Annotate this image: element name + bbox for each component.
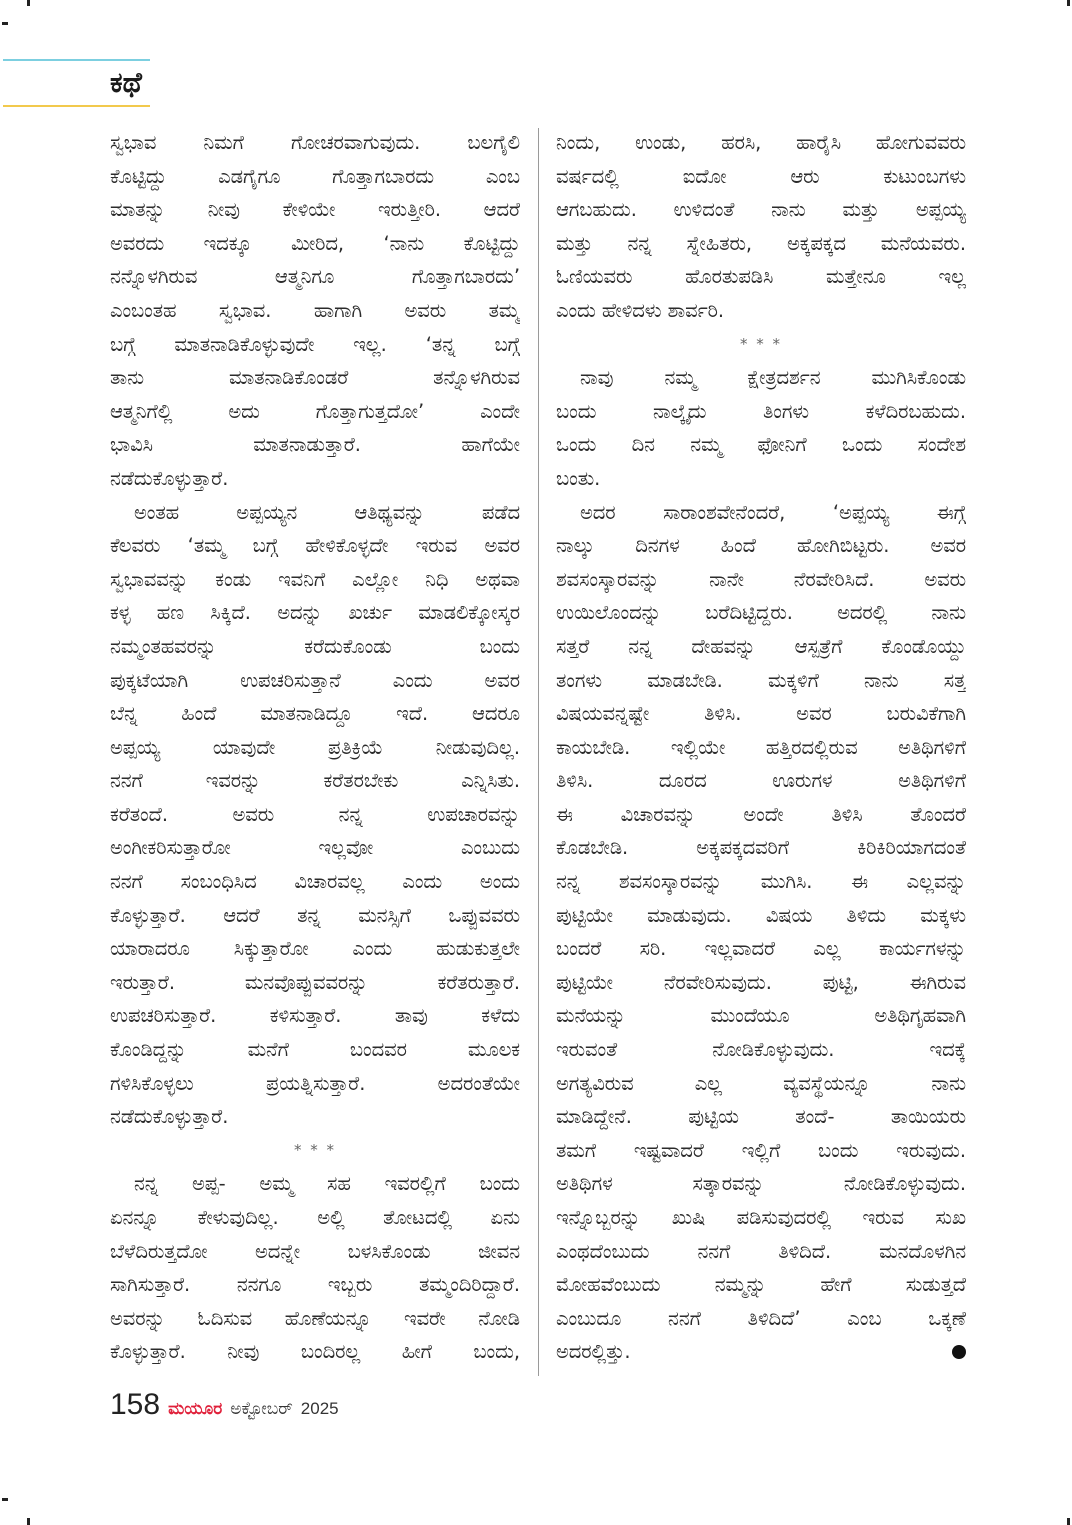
- text-line: ಕೊಂಡಿದ್ದನ್ನು ಮನೆಗೆ ಬಂದವರ ಮೂಲಕ: [110, 1038, 520, 1062]
- crop-mark-top-right-vertical: [1067, 0, 1070, 6]
- text-line: ಬಂತು.: [556, 466, 601, 490]
- crop-mark-top-left-vertical: [27, 0, 30, 6]
- text-line: ಎಂದು ಹೇಳಿದಳು ಶಾರ್ವರಿ.: [556, 298, 725, 322]
- section-label: ಕಥೆ: [110, 66, 142, 99]
- text-line: ಪುಕ್ಕಟೆಯಾಗಿ ಉಪಚರಿಸುತ್ತಾನೆ ಎಂದು ಅವರ: [110, 668, 520, 692]
- text-line: ಒಂದು ದಿನ ನಮ್ಮ ಫೋನಿಗೆ ಒಂದು ಸಂದೇಶ: [556, 433, 966, 457]
- text-line: ಎಂಥದೆಂಬುದು ನನಗೆ ತಿಳಿದಿದೆ. ಮನದೊಳಗಿನ: [556, 1239, 966, 1263]
- text-line: ಅಂಗೀಕರಿಸುತ್ತಾರೋ ಇಲ್ಲವೋ ಎಂಬುದು: [110, 836, 520, 860]
- text-line: ಕೆಲವರು ‘ತಮ್ಮ ಬಗ್ಗೆ ಹೇಳಿಕೊಳ್ಳದೇ ಇರುವ ಅವರ: [110, 534, 520, 558]
- text-line: ಸಾಗಿಸುತ್ತಾರೆ. ನನಗೂ ಇಬ್ಬರು ತಮ್ಮಂದಿರಿದ್ದಾರೆ.: [110, 1273, 520, 1297]
- section-break-stars: * * *: [739, 334, 783, 353]
- article-column-right: [556, 126, 966, 1369]
- page-footer: [110, 1388, 339, 1428]
- crop-mark-bottom-left-vertical: [27, 1518, 30, 1525]
- text-line: ಮನೆಯನ್ನು ಮುಂದೆಯೂ ಅತಿಥಿಗೃಹವಾಗಿ: [556, 1004, 966, 1028]
- text-line: ತಮಗೆ ಇಷ್ಟವಾದರೆ ಇಲ್ಲಿಗೆ ಬಂದು ಇರುವುದು.: [556, 1138, 966, 1162]
- text-line: ಅಂತಹ ಅಪ್ಪಯ್ಯನ ಆತಿಥ್ಯವನ್ನು ಪಡೆದ: [134, 500, 520, 524]
- section-rule-bottom: [3, 105, 150, 107]
- text-line: ಕಳ್ಳ ಹಣ ಸಿಕ್ಕಿದೆ. ಅದನ್ನು ಖರ್ಚು ಮಾಡಲಿಕ್ಕೋಸ್ಕರ: [110, 601, 520, 625]
- text-line: ನನಗೆ ಇವರನ್ನು ಕರೆತರಬೇಕು ಎನ್ನಿಸಿತು.: [110, 769, 520, 793]
- crop-mark-bottom-left-horizontal: [2, 1498, 8, 1501]
- text-line: ಅತಿಥಿಗಳ ಸತ್ಕಾರವನ್ನು ನೋಡಿಕೊಳ್ಳುವುದು.: [556, 1172, 966, 1196]
- text-line: ಇನ್ನೊಬ್ಬರನ್ನು ಖುಷಿ ಪಡಿಸುವುದರಲ್ಲಿ ಇರುವ ಸುಖ: [556, 1206, 966, 1229]
- text-line: ನಾವು ನಮ್ಮ ಕ್ಷೇತ್ರದರ್ಶನ ಮುಗಿಸಿಕೊಂಡು: [580, 366, 966, 390]
- text-line: ಉಪಚರಿಸುತ್ತಾರೆ. ಕಳಿಸುತ್ತಾರೆ. ತಾವು ಕಳೆದು: [110, 1004, 520, 1028]
- text-line: ತಾನು ಮಾತನಾಡಿಕೊಂಡರೆ ತನ್ನೊಳಗಿರುವ: [110, 366, 520, 390]
- column-divider: [538, 128, 539, 1376]
- text-line: ಬಂದು ನಾಲ್ಕೈದು ತಿಂಗಳು ಕಳೆದಿರಬಹುದು.: [556, 399, 966, 423]
- text-line: ಶವಸಂಸ್ಕಾರವನ್ನು ನಾನೇ ನೆರವೇರಿಸಿದೆ. ಅವರು: [556, 567, 966, 591]
- text-line: ನನಗೆ ಸಂಬಂಧಿಸಿದ ವಿಚಾರವಲ್ಲ ಎಂದು ಅಂದು: [110, 870, 520, 894]
- text-line: ಅವರದು ಇದಕ್ಕೂ ಮೀರಿದ, ‘ನಾನು ಕೊಟ್ಟಿದ್ದು: [110, 231, 520, 255]
- text-line: ಬಂದರೆ ಸರಿ. ಇಲ್ಲವಾದರೆ ಎಲ್ಲ ಕಾರ್ಯಗಳನ್ನು: [556, 937, 966, 961]
- text-line: ಕರೆತಂದೆ. ಅವರು ನನ್ನ ಉಪಚಾರವನ್ನು: [110, 802, 520, 826]
- text-line: ಕೊಳ್ಳುತ್ತಾರೆ. ನೀವು ಬಂದಿರಲ್ಲ ಹೀಗೆ ಬಂದು,: [110, 1340, 520, 1364]
- text-line: ಸ್ವಭಾವವನ್ನು ಕಂಡು ಇವನಿಗೆ ಎಲ್ಲೋ ನಿಧಿ ಅಥವಾ: [110, 567, 520, 591]
- text-line: ಗಳಿಸಿಕೊಳ್ಳಲು ಪ್ರಯತ್ನಿಸುತ್ತಾರೆ. ಅದರಂತೆಯೇ: [110, 1071, 520, 1095]
- section-break-stars: * * *: [293, 1140, 337, 1159]
- issue-year: 2025: [300, 1399, 339, 1418]
- article-column-left: [110, 126, 520, 1369]
- text-line: ಏನನ್ನೂ ಕೇಳುವುದಿಲ್ಲ. ಅಲ್ಲಿ ತೋಟದಲ್ಲಿ ಏನು: [110, 1206, 520, 1229]
- text-line: ಮಾಡಿದ್ದೇನೆ. ಪುಟ್ಟಿಯ ತಂದೆ- ತಾಯಿಯರು: [556, 1105, 966, 1129]
- text-line: ಬೆನ್ನ ಹಿಂದೆ ಮಾತನಾಡಿದ್ದೂ ಇದೆ. ಆದರೂ: [110, 702, 520, 726]
- text-line: ನಮ್ಮಂತಹವರನ್ನು ಕರೆದುಕೊಂಡು ಬಂದು: [110, 634, 520, 658]
- text-line: ಅಪ್ಪಯ್ಯ ಯಾವುದೇ ಪ್ರತಿಕ್ರಿಯೆ ನೀಡುವುದಿಲ್ಲ.: [110, 735, 520, 759]
- text-line: ನನ್ನ ಅಪ್ಪ- ಅಮ್ಮ ಸಹ ಇವರಲ್ಲಿಗೆ ಬಂದು: [134, 1172, 520, 1196]
- section-rule-top: [3, 59, 150, 61]
- text-line: ಆತ್ಮನಿಗೆಲ್ಲಿ ಅದು ಗೊತ್ತಾಗುತ್ತದೋ’ ಎಂದೇ: [110, 399, 520, 423]
- text-line: ನಿಂದು, ಉಂಡು, ಹರಸಿ, ಹಾರೈಸಿ ಹೋಗುವವರು: [556, 131, 966, 154]
- text-line: ಬೆಳೆದಿರುತ್ತದೋ ಅದನ್ನೇ ಬಳಸಿಕೊಂಡು ಜೀವನ: [110, 1239, 520, 1263]
- text-line: ವಿಷಯವನ್ನಷ್ಟೇ ತಿಳಿಸಿ. ಅವರ ಬರುವಿಕೆಗಾಗಿ: [556, 702, 966, 726]
- text-line: ಇರುವಂತೆ ನೋಡಿಕೊಳ್ಳುವುದು. ಇದಕ್ಕೆ: [556, 1038, 966, 1062]
- text-line: ಕೊಡಬೇಡಿ. ಅಕ್ಕಪಕ್ಕದವರಿಗೆ ಕಿರಿಕಿರಿಯಾಗದಂತೆ: [556, 836, 966, 860]
- crop-mark-top-left-horizontal: [2, 22, 8, 25]
- text-line: ಅಗತ್ಯವಿರುವ ಎಲ್ಲ ವ್ಯವಸ್ಥೆಯನ್ನೂ ನಾನು: [556, 1071, 966, 1095]
- text-line: ನಡೆದುಕೊಳ್ಳುತ್ತಾರೆ.: [110, 1105, 229, 1129]
- text-line: ಕಾಯಬೇಡಿ. ಇಲ್ಲಿಯೇ ಹತ್ತಿರದಲ್ಲಿರುವ ಅತಿಥಿಗಳಿಗೆ: [556, 735, 966, 759]
- text-line: ಎಂಬುದೂ ನನಗೆ ತಿಳಿದಿದೆ’ ಎಂಬ ಒಕ್ಕಣೆ: [556, 1306, 966, 1330]
- text-line: ಪುಟ್ಟಿಯೇ ಮಾಡುವುದು. ವಿಷಯ ತಿಳಿದು ಮಕ್ಕಳು: [556, 903, 966, 927]
- end-of-story-bullet-icon: [952, 1345, 966, 1359]
- text-line: ವರ್ಷದಲ್ಲಿ ಐದೋ ಆರು ಕುಟುಂಬಗಳು: [556, 164, 966, 188]
- text-line: ನಡೆದುಕೊಳ್ಳುತ್ತಾರೆ.: [110, 466, 229, 490]
- text-line: ನಾಲ್ಕು ದಿನಗಳ ಹಿಂದೆ ಹೋಗಿಬಿಟ್ಟರು. ಅವರ: [556, 534, 966, 558]
- magazine-logo: ಮಯೂರ: [168, 1399, 223, 1419]
- text-line: ಅದರಲ್ಲಿತ್ತು.: [556, 1340, 631, 1364]
- text-line: ಕೊಳ್ಳುತ್ತಾರೆ. ಆದರೆ ತನ್ನ ಮನಸ್ಸಿಗೆ ಒಪ್ಪುವವರು: [110, 903, 520, 927]
- text-line: ಮೋಹವೆಂಬುದು ನಮ್ಮನ್ನು ಹೇಗೆ ಸುಡುತ್ತದೆ: [556, 1273, 966, 1297]
- text-line: ಸ್ವಭಾವ ನಿಮಗೆ ಗೋಚರವಾಗುವುದು. ಬಲಗೈಲಿ: [110, 131, 520, 154]
- text-line: ನನ್ನೊಳಗಿರುವ ಆತ್ಮನಿಗೂ ಗೊತ್ತಾಗಬಾರದು’: [110, 265, 520, 289]
- text-line: ಎಂಬಂತಹ ಸ್ವಭಾವ. ಹಾಗಾಗಿ ಅವರು ತಮ್ಮ: [110, 298, 520, 322]
- text-line: ಪುಟ್ಟಿಯೇ ನೆರವೇರಿಸುವುದು. ಪುಟ್ಟಿ, ಈಗಿರುವ: [556, 970, 966, 994]
- issue-month: ಅಕ್ಟೋಬರ್: [230, 1399, 293, 1419]
- text-line: ಅವರನ್ನು ಓದಿಸುವ ಹೊಣೆಯನ್ನೂ ಇವರೇ ನೋಡಿ: [110, 1306, 520, 1330]
- text-line: ತಿಳಿಸಿ. ದೂರದ ಊರುಗಳ ಅತಿಥಿಗಳಿಗೆ: [556, 769, 966, 793]
- text-line: ಈ ವಿಚಾರವನ್ನು ಅಂದೇ ತಿಳಿಸಿ ತೊಂದರೆ: [556, 802, 966, 826]
- text-line: ತಂಗಳು ಮಾಡಬೇಡಿ. ಮಕ್ಕಳಿಗೆ ನಾನು ಸತ್ತ: [556, 668, 966, 692]
- text-line: ಮತ್ತು ನನ್ನ ಸ್ನೇಹಿತರು, ಅಕ್ಕಪಕ್ಕದ ಮನೆಯವರು.: [556, 231, 966, 255]
- text-line: ಇರುತ್ತಾರೆ. ಮನವೊಪ್ಪುವವರನ್ನು ಕರೆತರುತ್ತಾರೆ.: [110, 970, 520, 994]
- text-line: ಕೊಟ್ಟಿದ್ದು ಎಡಗೈಗೂ ಗೊತ್ತಾಗಬಾರದು ಎಂಬ: [110, 164, 520, 188]
- page-number: 158: [110, 1388, 161, 1421]
- text-line: ಮಾತನ್ನು ನೀವು ಕೇಳಿಯೇ ಇರುತ್ತೀರಿ. ಆದರೆ: [110, 198, 520, 222]
- text-line: ಉಯಿಲೊಂದನ್ನು ಬರೆದಿಟ್ಟಿದ್ದರು. ಅದರಲ್ಲಿ ನಾನು: [556, 601, 966, 625]
- text-line: ಬಗ್ಗೆ ಮಾತನಾಡಿಕೊಳ್ಳುವುದೇ ಇಲ್ಲ. ‘ತನ್ನ ಬಗ್ಗೆ: [110, 332, 520, 356]
- text-line: ಆಗಬಹುದು. ಉಳಿದಂತೆ ನಾನು ಮತ್ತು ಅಪ್ಪಯ್ಯ: [556, 198, 966, 222]
- text-line: ಓಣಿಯವರು ಹೊರತುಪಡಿಸಿ ಮತ್ತೇನೂ ಇಲ್ಲ: [556, 265, 966, 289]
- text-line: ಅದರ ಸಾರಾಂಶವೇನೆಂದರೆ, ‘ಅಪ್ಪಯ್ಯ ಈಗ್ಗೆ: [580, 500, 966, 524]
- text-line: ಸತ್ತರೆ ನನ್ನ ದೇಹವನ್ನು ಆಸ್ಪತ್ರೆಗೆ ಕೊಂಡೊಯ್ದು: [556, 634, 966, 658]
- text-line: ಯಾರಾದರೂ ಸಿಕ್ಕುತ್ತಾರೋ ಎಂದು ಹುಡುಕುತ್ತಲೇ: [110, 937, 520, 961]
- text-line: ನನ್ನ ಶವಸಂಸ್ಕಾರವನ್ನು ಮುಗಿಸಿ. ಈ ಎಲ್ಲವನ್ನು: [556, 870, 966, 894]
- text-line: ಭಾವಿಸಿ ಮಾತನಾಡುತ್ತಾರೆ. ಹಾಗೆಯೇ: [110, 433, 520, 457]
- text-line-final: [556, 1335, 966, 1369]
- crop-mark-bottom-right-vertical: [1067, 1518, 1070, 1525]
